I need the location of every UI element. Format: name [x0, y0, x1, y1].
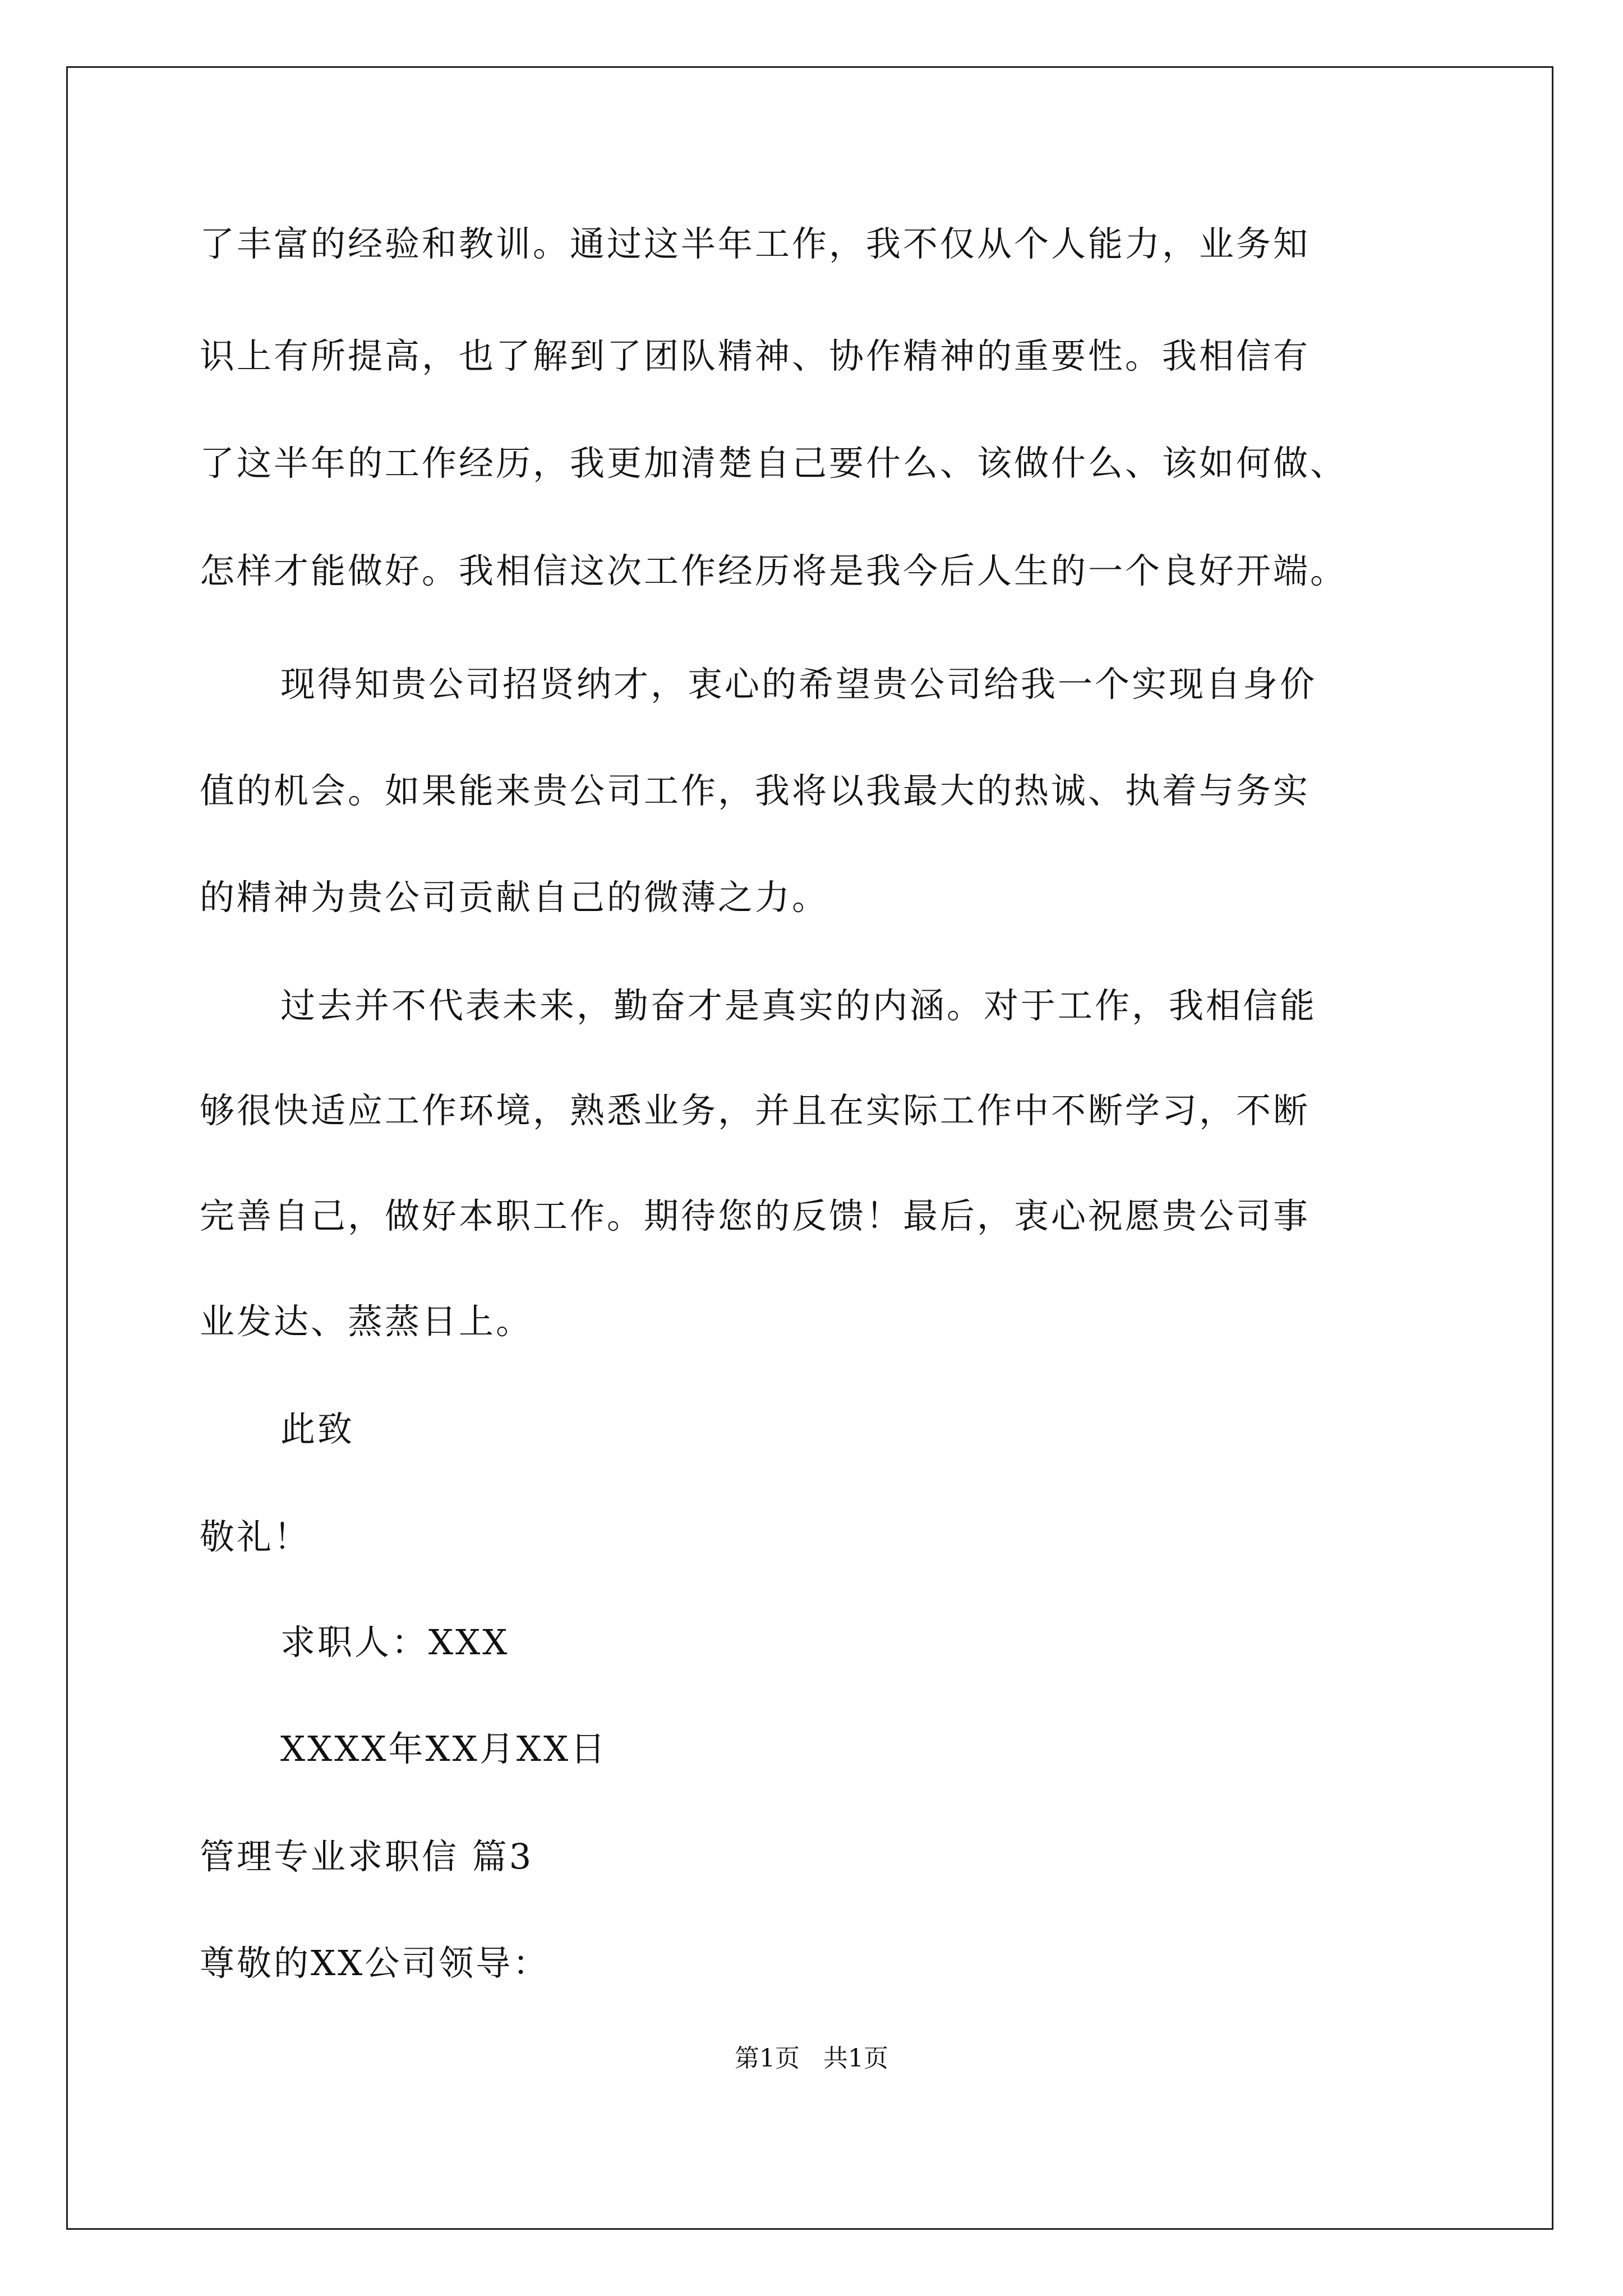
greeting-line: 尊敬的XX公司领导： — [200, 1943, 550, 1984]
paragraph-2-line-2: 值的机会。如果能来贵公司工作，我将以我最大的热诚、执着与务实 — [200, 770, 1311, 811]
body-line-4: 怎样才能做好。我相信这次工作经历将是我今后人生的一个良好开端。 — [200, 550, 1348, 591]
closing-regards: 敬礼！ — [200, 1516, 311, 1557]
paragraph-3-line-3: 完善自己，做好本职工作。期待您的反馈！最后，衷心祝愿贵公司事 — [200, 1195, 1311, 1236]
letter-date: XXXX年XX月XX日 — [280, 1728, 608, 1769]
closing-salutation: 此致 — [280, 1409, 355, 1450]
section-heading: 管理专业求职信 篇3 — [200, 1836, 534, 1877]
body-line-3: 了这半年的工作经历，我更加清楚自己要什么、该做什么、该如何做、 — [200, 443, 1348, 484]
paragraph-3-line-2: 够很快适应工作环境，熟悉业务，并且在实际工作中不断学习，不断 — [200, 1090, 1311, 1131]
applicant-signature: 求职人：XXX — [280, 1622, 510, 1663]
paragraph-2-line-3: 的精神为贵公司贡献自己的微薄之力。 — [200, 877, 829, 918]
page-footer: 第1页 共1页 — [735, 2044, 888, 2073]
page-border — [66, 66, 1553, 2230]
paragraph-2-line-1: 现得知贵公司招贤纳才，衷心的希望贵公司给我一个实现自身价 — [280, 664, 1317, 705]
paragraph-3-line-1: 过去并不代表未来，勤奋才是真实的内涵。对于工作，我相信能 — [280, 985, 1317, 1026]
paragraph-3-line-4: 业发达、蒸蒸日上。 — [200, 1301, 533, 1342]
body-line-2: 识上有所提高，也了解到了团队精神、协作精神的重要性。我相信有 — [200, 335, 1311, 376]
body-line-1: 了丰富的经验和教训。通过这半年工作，我不仅从个人能力，业务知 — [200, 223, 1311, 264]
